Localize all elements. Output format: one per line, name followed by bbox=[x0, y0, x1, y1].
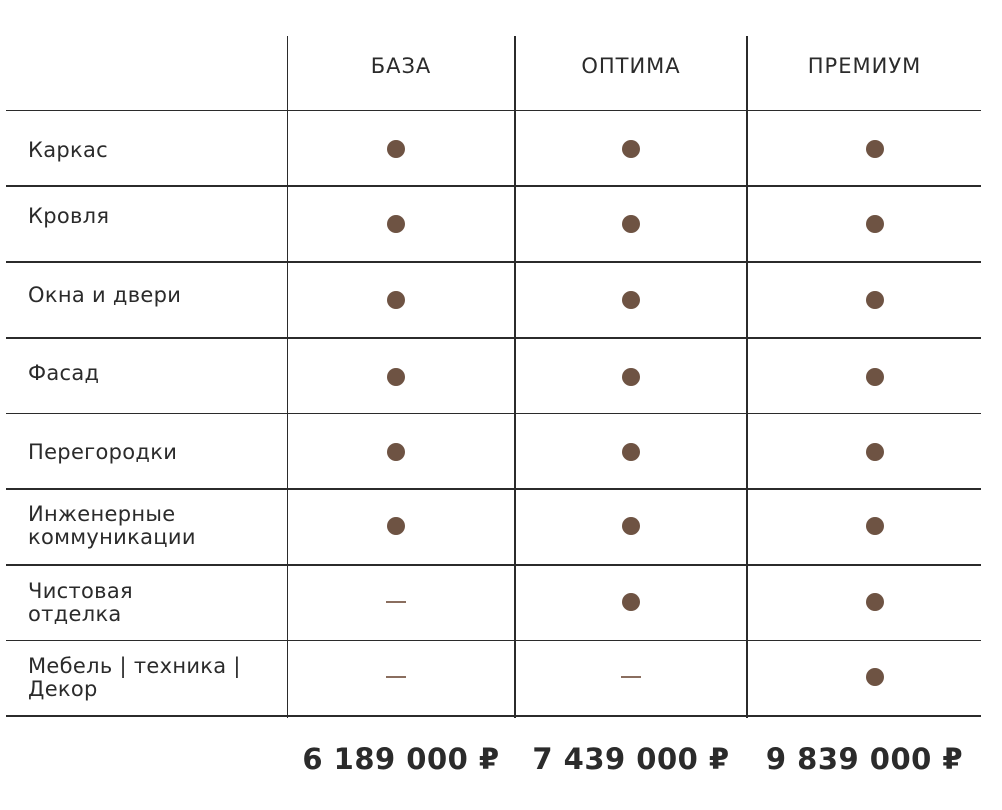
dash-icon bbox=[621, 676, 641, 678]
filled-circle-icon bbox=[622, 368, 640, 386]
row-label-line: Чистовая bbox=[28, 579, 133, 603]
row-label-krovlya: Кровля bbox=[28, 204, 110, 228]
row-divider bbox=[6, 110, 981, 111]
row-label-karkas: Каркас bbox=[28, 138, 109, 162]
row-label-line: Мебель | техника | bbox=[28, 654, 241, 678]
row-divider bbox=[6, 715, 981, 717]
filled-circle-icon bbox=[387, 291, 405, 309]
row-label-line: отделка bbox=[28, 602, 122, 626]
row-label-fasad: Фасад bbox=[28, 361, 100, 385]
filled-circle-icon bbox=[622, 593, 640, 611]
row-divider bbox=[6, 488, 981, 490]
column-divider bbox=[514, 36, 516, 718]
filled-circle-icon bbox=[866, 517, 884, 535]
filled-circle-icon bbox=[866, 291, 884, 309]
filled-circle-icon bbox=[866, 368, 884, 386]
dash-icon bbox=[386, 601, 406, 603]
column-header-premium: ПРЕМИУМ bbox=[807, 54, 922, 78]
filled-circle-icon bbox=[622, 140, 640, 158]
filled-circle-icon bbox=[387, 517, 405, 535]
column-header-baza: БАЗА bbox=[370, 54, 432, 78]
dash-icon bbox=[386, 676, 406, 678]
filled-circle-icon bbox=[387, 368, 405, 386]
row-divider bbox=[6, 185, 981, 187]
row-label-okna-dveri: Окна и двери bbox=[28, 283, 182, 307]
price-baza: 6 189 000 ₽ bbox=[302, 742, 500, 776]
filled-circle-icon bbox=[866, 140, 884, 158]
row-label-line: коммуникации bbox=[28, 525, 196, 549]
column-header-optima: ОПТИМА bbox=[581, 54, 681, 78]
row-label-line: Инженерные bbox=[28, 502, 176, 526]
row-label-peregorodki: Перегородки bbox=[28, 440, 178, 464]
filled-circle-icon bbox=[622, 291, 640, 309]
filled-circle-icon bbox=[622, 443, 640, 461]
filled-circle-icon bbox=[866, 593, 884, 611]
filled-circle-icon bbox=[622, 517, 640, 535]
filled-circle-icon bbox=[866, 668, 884, 686]
row-label-mebel-tehnika-dekor bbox=[28, 655, 278, 701]
row-divider bbox=[6, 261, 981, 263]
price-optima: 7 439 000 ₽ bbox=[532, 742, 730, 776]
column-divider bbox=[746, 36, 748, 718]
row-label-line: Декор bbox=[28, 677, 98, 701]
row-label-chistovaya-otdelka bbox=[28, 580, 278, 626]
filled-circle-icon bbox=[866, 215, 884, 233]
row-label-inzhenernye-kommunikatsii bbox=[28, 503, 278, 549]
row-divider bbox=[6, 640, 981, 641]
column-divider bbox=[287, 36, 288, 718]
price-premium: 9 839 000 ₽ bbox=[765, 742, 964, 776]
filled-circle-icon bbox=[387, 215, 405, 233]
row-divider bbox=[6, 564, 981, 566]
row-divider bbox=[6, 337, 981, 339]
row-divider bbox=[6, 413, 981, 414]
filled-circle-icon bbox=[387, 443, 405, 461]
filled-circle-icon bbox=[387, 140, 405, 158]
filled-circle-icon bbox=[622, 215, 640, 233]
filled-circle-icon bbox=[866, 443, 884, 461]
